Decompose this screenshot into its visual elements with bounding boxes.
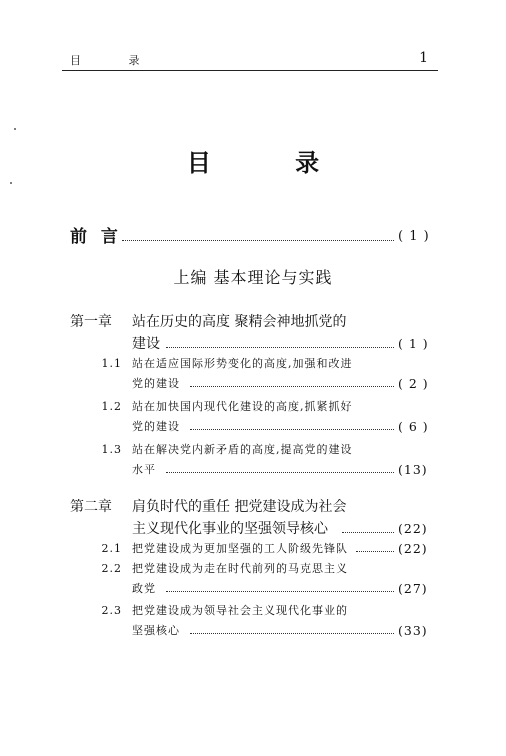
dot-leader <box>166 591 394 592</box>
section-title-cont: 水平 <box>132 463 156 476</box>
entry-page: ( 1 ) <box>398 336 429 351</box>
part-title: 上编 基本理论与实践 <box>173 268 333 287</box>
chapter-title: 站在历史的高度 聚精会神地抓党的 <box>132 314 347 330</box>
entry-page: (33) <box>398 623 428 638</box>
dot-leader <box>190 429 394 430</box>
dot-leader <box>356 551 394 552</box>
entry-page: ( 1 ) <box>398 229 430 244</box>
section-title: 把党建设成为更加坚强的工人阶级先锋队 <box>132 542 348 555</box>
section-number: 2.1 <box>101 542 122 555</box>
dot-leader <box>122 240 394 241</box>
section-number: 2.3 <box>101 604 122 617</box>
chapter-number: 第一章 <box>70 314 112 330</box>
section-title-cont: 党的建设 <box>132 377 180 390</box>
entry-page: (27) <box>398 581 428 596</box>
section-number: 1.3 <box>101 443 122 456</box>
entry-page: ( 2 ) <box>398 376 429 391</box>
section-title: 站在加快国内现代化建设的高度,抓紧抓好 <box>132 400 353 413</box>
toc-title: 目 录 <box>186 148 358 177</box>
entry-page: ( 6 ) <box>398 419 429 434</box>
running-header-title: 目 录 <box>70 54 162 67</box>
entry-page: (22) <box>398 521 428 536</box>
section-title-cont: 坚强核心 <box>132 624 180 637</box>
section-number: 1.1 <box>101 357 122 370</box>
running-header <box>62 50 438 71</box>
dot-leader <box>190 386 394 387</box>
chapter-title-cont: 建设 <box>132 336 160 352</box>
section-title: 把党建设成为走在时代前列的马克思主义 <box>132 562 348 575</box>
chapter-title-cont: 主义现代化事业的坚强领导核心 <box>132 521 328 537</box>
section-title-cont: 政党 <box>132 582 156 595</box>
section-number: 2.2 <box>101 562 122 575</box>
chapter-number: 第二章 <box>70 499 112 515</box>
section-title-cont: 党的建设 <box>132 420 180 433</box>
dot-leader <box>190 633 394 634</box>
section-number: 1.2 <box>101 400 122 413</box>
section-title: 把党建设成为领导社会主义现代化事业的 <box>132 604 348 617</box>
section-title: 站在适应国际形势变化的高度,加强和改进 <box>132 357 353 370</box>
chapter-title: 肩负时代的重任 把党建设成为社会 <box>132 499 347 515</box>
scan-speck <box>10 182 12 184</box>
dot-leader <box>166 347 394 348</box>
section-title: 站在解决党内新矛盾的高度,提高党的建设 <box>132 443 353 456</box>
dot-leader <box>342 532 394 533</box>
page-number: 1 <box>419 50 428 66</box>
entry-page: (22) <box>398 541 428 556</box>
preface-label: 前 言 <box>70 227 122 247</box>
entry-page: (13) <box>398 462 428 477</box>
dot-leader <box>166 472 394 473</box>
scan-speck <box>14 128 16 130</box>
